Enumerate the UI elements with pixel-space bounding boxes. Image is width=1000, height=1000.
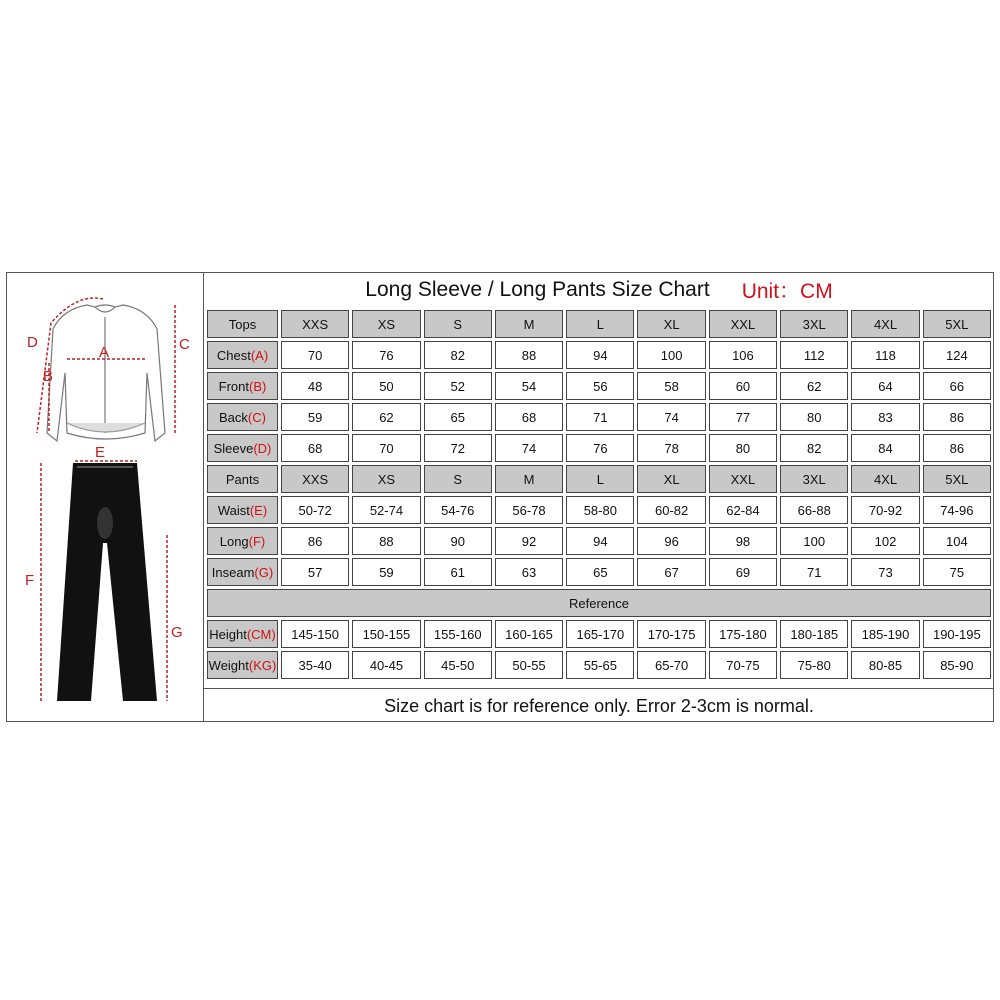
size-header-cell: XL [637,310,705,338]
value-cell: 66 [923,372,991,400]
size-note: Size chart is for reference only. Error 2-3cm is normal. [384,695,814,716]
size-header-cell: XXL [709,310,777,338]
size-header-cell: XXL [709,465,777,493]
value-cell: 170-175 [637,620,705,648]
size-header-cell: XL [637,465,705,493]
value-cell: 180-185 [780,620,848,648]
size-header-cell: 3XL [780,310,848,338]
value-cell: 88 [495,341,563,369]
size-header-cell: XS [352,310,420,338]
value-cell: 73 [851,558,919,586]
value-cell: 160-165 [495,620,563,648]
value-cell: 70 [281,341,349,369]
pants-header-row [207,465,991,493]
measure-tag: (B) [249,378,267,394]
label-c: C [179,336,190,353]
size-header-cell: 4XL [851,310,919,338]
measure-name: Inseam [211,564,255,580]
reference-title-row [207,589,991,617]
value-cell: 45-50 [424,651,492,679]
value-cell: 65-70 [637,651,705,679]
value-cell: 70-92 [851,496,919,524]
value-cell: 60-82 [637,496,705,524]
value-cell: 145-150 [281,620,349,648]
value-cell: 59 [281,403,349,431]
value-cell: 54-76 [424,496,492,524]
value-cell: 106 [709,341,777,369]
measure-name: Waist [217,502,250,518]
value-cell: 77 [709,403,777,431]
measure-name: Back [219,409,248,425]
value-cell: 40-45 [352,651,420,679]
value-cell: 155-160 [424,620,492,648]
value-cell: 54 [495,372,563,400]
size-header-cell: 4XL [851,465,919,493]
value-cell: 60 [709,372,777,400]
measure-tag: (G) [254,564,274,580]
value-cell: 48 [281,372,349,400]
label-a: A [99,344,110,361]
value-cell: 74-96 [923,496,991,524]
value-cell: 175-180 [709,620,777,648]
chart-title-bar [204,273,994,307]
value-cell: 86 [281,527,349,555]
value-cell: 67 [637,558,705,586]
unit-label: Unit：CM [741,280,833,303]
value-cell: 74 [637,403,705,431]
size-header-cell: S [424,310,492,338]
measure-tag: (E) [249,502,268,518]
value-cell: 82 [424,341,492,369]
value-cell: 58 [637,372,705,400]
value-cell: 57 [281,558,349,586]
size-header-cell: M [495,465,563,493]
pants-header-label: Pants [207,465,278,493]
value-cell: 50-72 [281,496,349,524]
tops-header-row [207,310,991,338]
tops-row-label [207,403,278,431]
pants-row [207,558,991,586]
value-cell: 70 [352,434,420,462]
value-cell: 50 [352,372,420,400]
tops-header-label: Tops [207,310,278,338]
value-cell: 96 [637,527,705,555]
value-cell: 83 [851,403,919,431]
size-header-cell: 5XL [923,465,991,493]
value-cell: 71 [780,558,848,586]
value-cell: 50-55 [495,651,563,679]
measure-tag: (CM) [246,626,276,642]
tops-row-label [207,372,278,400]
chart-title: Long Sleeve / Long Pants Size Chart [365,278,710,301]
value-cell: 62 [780,372,848,400]
value-cell: 64 [851,372,919,400]
tops-row [207,403,991,431]
tops-row [207,341,991,369]
tops-row [207,372,991,400]
reference-row-label [207,620,278,648]
size-table [204,307,994,682]
label-g: G [171,624,183,641]
value-cell: 80-85 [851,651,919,679]
pants-row-label [207,496,278,524]
measure-tag: (C) [247,409,266,425]
size-header-cell: S [424,465,492,493]
reference-row-label [207,651,278,679]
value-cell: 100 [780,527,848,555]
size-header-cell: XS [352,465,420,493]
value-cell: 61 [424,558,492,586]
value-cell: 98 [709,527,777,555]
value-cell: 94 [566,527,634,555]
pants-drawing [57,463,157,701]
value-cell: 80 [709,434,777,462]
value-cell: 112 [780,341,848,369]
value-cell: 56-78 [495,496,563,524]
value-cell: 71 [566,403,634,431]
label-f: F [25,572,35,589]
value-cell: 58-80 [566,496,634,524]
value-cell: 86 [923,434,991,462]
value-cell: 92 [495,527,563,555]
size-header-cell: L [566,465,634,493]
size-header-cell: XXS [281,465,349,493]
size-header-cell: 5XL [923,310,991,338]
value-cell: 100 [637,341,705,369]
value-cell: 150-155 [352,620,420,648]
value-cell: 84 [851,434,919,462]
value-cell: 104 [923,527,991,555]
value-cell: 35-40 [281,651,349,679]
value-cell: 52 [424,372,492,400]
tops-row-label [207,341,278,369]
value-cell: 62-84 [709,496,777,524]
value-cell: 70-75 [709,651,777,679]
value-cell: 85-90 [923,651,991,679]
tops-row [207,434,991,462]
value-cell: 118 [851,341,919,369]
value-cell: 94 [566,341,634,369]
value-cell: 72 [424,434,492,462]
value-cell: 59 [352,558,420,586]
value-cell: 165-170 [566,620,634,648]
pants-row-label [207,558,278,586]
value-cell: 55-65 [566,651,634,679]
value-cell: 90 [424,527,492,555]
size-header-cell: M [495,310,563,338]
value-cell: 56 [566,372,634,400]
measure-name: Height [209,626,247,642]
value-cell: 102 [851,527,919,555]
footer-divider [204,688,994,689]
size-header-cell: XXS [281,310,349,338]
measure-name: Long [219,533,249,549]
value-cell: 75-80 [780,651,848,679]
value-cell: 74 [495,434,563,462]
measure-tag: (KG) [248,657,277,673]
value-cell: 52-74 [352,496,420,524]
value-cell: 65 [424,403,492,431]
value-cell: 88 [352,527,420,555]
value-cell: 80 [780,403,848,431]
value-cell: 68 [281,434,349,462]
label-b: B [43,368,54,385]
label-d: D [27,334,38,351]
value-cell: 68 [495,403,563,431]
measure-tag: (D) [253,440,272,456]
value-cell: 76 [566,434,634,462]
tops-row-label [207,434,278,462]
value-cell: 78 [637,434,705,462]
measure-name: Weight [208,657,249,673]
measure-tag: (F) [248,533,266,549]
value-cell: 86 [923,403,991,431]
value-cell: 124 [923,341,991,369]
value-cell: 66-88 [780,496,848,524]
value-cell: 62 [352,403,420,431]
pants-row-label [207,527,278,555]
measure-name: Front [218,378,249,394]
measure-tag: (A) [250,347,269,363]
value-cell: 190-195 [923,620,991,648]
value-cell: 76 [352,341,420,369]
pants-row [207,527,991,555]
value-cell: 185-190 [851,620,919,648]
reference-row [207,651,991,679]
measure-name: Sleeve [213,440,254,456]
size-header-cell: L [566,310,634,338]
garment-illustration [7,273,204,721]
size-chart-frame [6,272,994,722]
value-cell: 63 [495,558,563,586]
reference-row [207,620,991,648]
value-cell: 65 [566,558,634,586]
pants-row [207,496,991,524]
garment-diagram [7,273,203,721]
reference-title: Reference [207,589,991,617]
value-cell: 75 [923,558,991,586]
size-header-cell: 3XL [780,465,848,493]
jacket-drawing [47,305,165,441]
measure-name: Chest [216,347,251,363]
value-cell: 82 [780,434,848,462]
label-e: E [95,444,106,461]
value-cell: 69 [709,558,777,586]
